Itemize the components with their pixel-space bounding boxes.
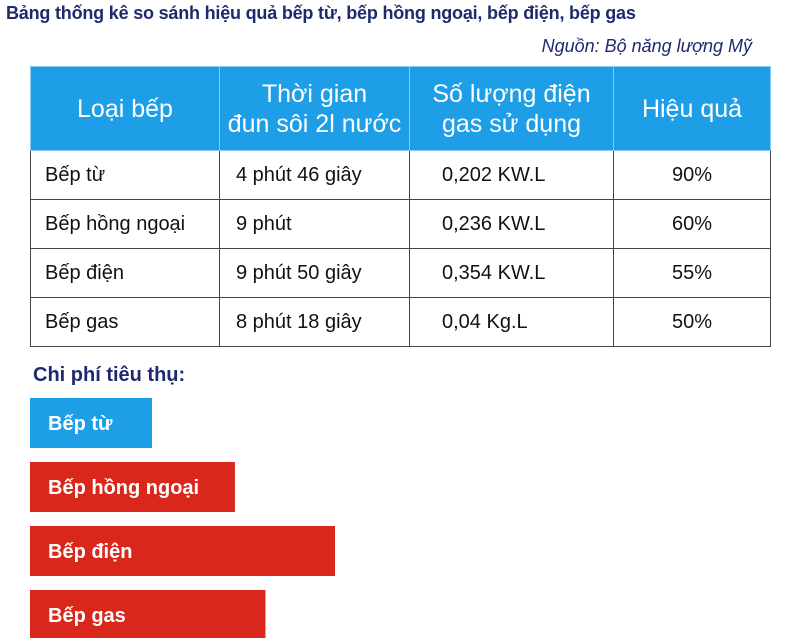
header-efficiency: Hiệu quả <box>614 67 771 151</box>
cell-energy-used: 0,354 KW.L <box>410 249 614 298</box>
cell-boil-time: 8 phút 18 giây <box>220 298 410 347</box>
cost-bar-label: Bếp gas <box>48 605 126 627</box>
cell-energy-used: 0,202 KW.L <box>410 151 614 200</box>
header-cooker-type: Loại bếp <box>31 67 220 151</box>
header-energy-used: Số lượng điện gas sử dụng <box>410 67 614 151</box>
cost-bar-label: Bếp từ <box>48 413 113 435</box>
chart-title: Bảng thống kê so sánh hiệu quả bếp từ, bếp hồng ngoại, bếp điện, bếp gas <box>6 3 636 23</box>
cell-efficiency: 60% <box>614 200 771 249</box>
cost-bar-label: Bếp hồng ngoại <box>48 477 200 499</box>
cell-cooker-type: Bếp gas <box>31 298 220 347</box>
cost-bar-label: Bếp điện <box>48 541 133 563</box>
cell-boil-time: 9 phút 50 giây <box>220 249 410 298</box>
cell-efficiency: 50% <box>614 298 771 347</box>
cell-energy-used: 0,236 KW.L <box>410 200 614 249</box>
cell-boil-time: 4 phút 46 giây <box>220 151 410 200</box>
source-note: Nguồn: Bộ năng lượng Mỹ <box>541 36 752 56</box>
cell-energy-used: 0,04 Kg.L <box>410 298 614 347</box>
cost-chart-title: Chi phí tiêu thụ: <box>33 364 186 386</box>
cell-efficiency: 90% <box>614 151 771 200</box>
cell-cooker-type: Bếp điện <box>31 249 220 298</box>
header-boil-time: Thời gian đun sôi 2l nước <box>220 67 410 151</box>
cell-efficiency: 55% <box>614 249 771 298</box>
cell-boil-time: 9 phút <box>220 200 410 249</box>
cell-cooker-type: Bếp từ <box>31 151 220 200</box>
cell-cooker-type: Bếp hồng ngoại <box>31 200 220 249</box>
